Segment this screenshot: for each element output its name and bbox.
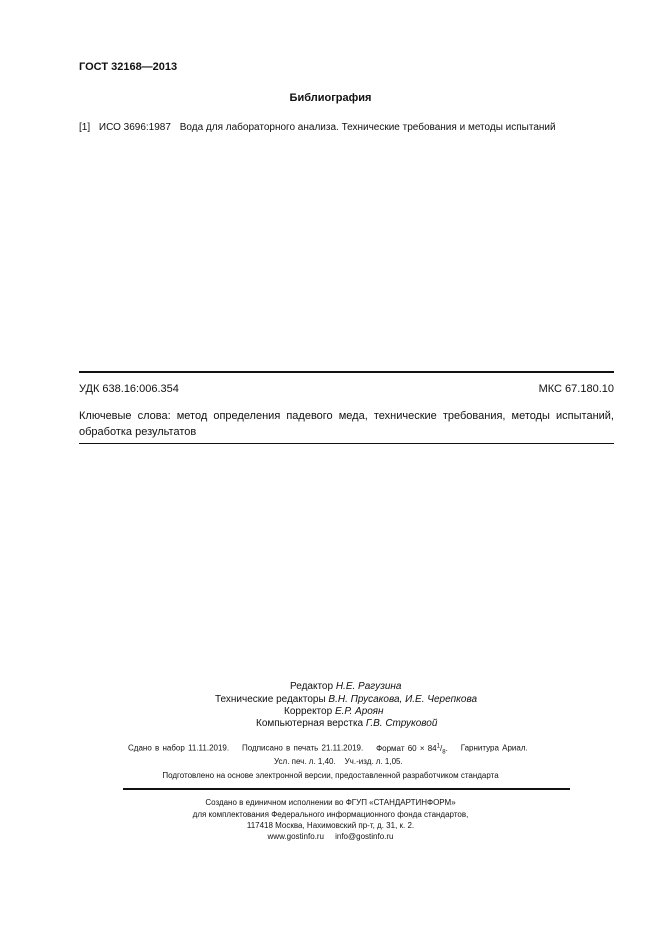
print-data-line-1 [128,743,528,755]
credits-tech-editors [215,694,477,705]
imprint-line-2: для комплектования Федерального информационного фонда стандартов, [192,810,469,819]
tech-editors-names: В.Н. Прусакова, И.Е. Черепкова [328,694,478,705]
tech-editors-label: Технические редакторы [215,694,326,705]
divider-imprint [123,788,570,790]
editor-label: Редактор [290,681,334,692]
imprint-line-1: Создано в единичном исполнении во ФГУП «СТАНДАРТИНФОРМ» [205,798,456,807]
print-data-line-2 [274,757,403,766]
submitted-date: Сдано в набор 11.11.2019. [128,743,230,753]
bibliography-entry [79,122,562,133]
signed-date: Подписано в печать 21.11.2019. [242,743,364,753]
mks-code: МКС 67.180.10 [538,383,614,395]
credits-corrector [284,706,383,717]
entry-code: ИСО 3696:1987 [98,122,171,133]
imprint-contacts: www.gostinfo.ru info@gostinfo.ru [267,832,394,841]
layout-label: Компьютерная верстка [256,718,364,729]
corrector-label: Корректор [284,706,333,717]
credits-editor [290,681,402,692]
layout-name: Г.В. Струковой [365,718,438,729]
paper-format: Формат $60 \times 84^1/_8$. [376,743,448,756]
typeface: Гарнитура Ариал. [460,743,528,753]
publisher-sheets: Уч.-изд. л. 1,05. [344,757,403,766]
prepared-note: Подготовлено на основе электронной версии, предоставленной разработчиком стандарта [162,771,499,780]
entry-number: [1] [79,122,91,133]
imprint-line-3: 117418 Москва, Нахимовский пр-т, д. 31, к. 2. [246,821,415,830]
divider-top [79,371,614,373]
corrector-name: Е.Р. Ароян [334,706,384,717]
entry-title: Вода для лабораторного анализа. Технические требования и методы испытаний [179,122,556,133]
print-sheets: Усл. печ. л. 1,40. [274,757,336,766]
divider-keywords [79,443,614,444]
credits-layout [256,718,437,729]
bibliography-heading: Библиография [289,92,372,104]
udk-code: УДК 638.16:006.354 [79,383,179,395]
keywords: Ключевые слова: метод определения падевого меда, технические требования, методы испытаний, обработка результатов [79,410,614,438]
editor-name: Н.Е. Рагузина [335,681,402,692]
document-code: ГОСТ 32168—2013 [79,61,178,73]
